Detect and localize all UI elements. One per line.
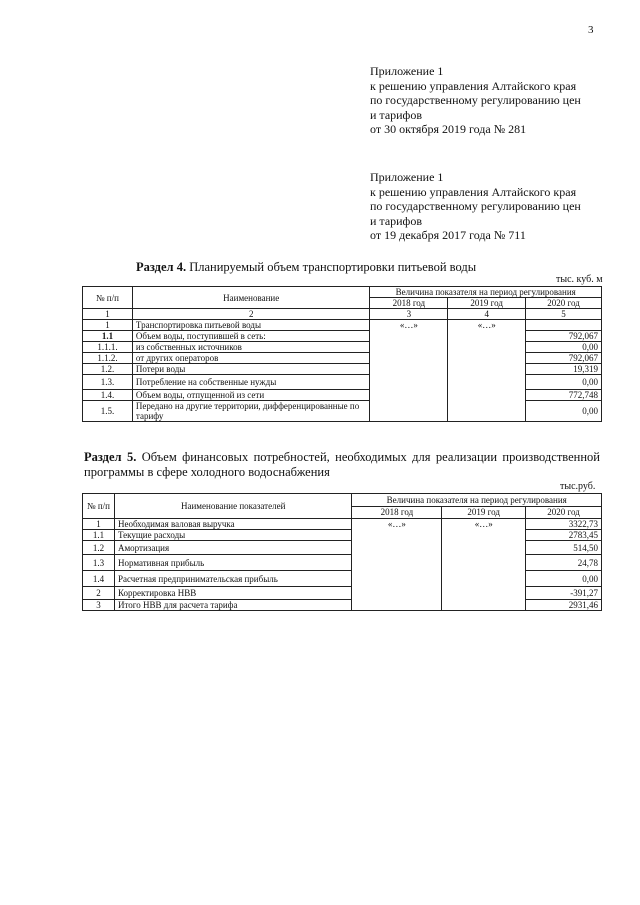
appendix-header-2017 [370,170,581,243]
row-value-2020: 514,50 [526,541,602,555]
section5-table [82,493,602,611]
appendix-line: и тарифов [370,213,423,228]
row-value-2020: 0,00 [526,401,602,422]
row-value-2020: 0,00 [526,375,602,390]
placeholder-2019: «…» [442,519,526,611]
row-value-2020: 0,00 [526,571,602,587]
column-number: 2 [132,309,370,320]
row-num: 1.2. [83,364,133,375]
row-value-2020: 0,00 [526,342,602,353]
appendix-line: к решению управления Алтайского края [370,184,577,199]
section5-label: Раздел 5. [84,450,137,464]
header-2020: 2020 год [526,298,602,309]
header-name: Наименование показателей [114,494,352,519]
row-num: 3 [83,600,115,611]
row-name: Необходимая валовая выручка [114,519,352,530]
row-value-2020: 792,067 [526,331,602,342]
header-2018: 2018 год [370,298,448,309]
appendix-line: по государственному регулированию цен [370,199,581,214]
row-name: Амортизация [114,541,352,555]
table-row [83,519,602,530]
section5-title [84,450,600,480]
section4-title [136,260,476,275]
row-value-2020: 3322,73 [526,519,602,530]
row-value-2020: 2931,46 [526,600,602,611]
row-num: 1.3 [83,555,115,571]
column-number: 5 [526,309,602,320]
placeholder-2018: «…» [352,519,442,611]
header-period: Величина показателя на период регулирования [352,494,602,507]
row-name: Объем воды, отпущенной из сети [132,390,370,401]
header-num: № п/п [83,494,115,519]
row-name: Транспортировка питьевой воды [132,320,370,331]
row-name: Итого НВВ для расчета тарифа [114,600,352,611]
row-num: 1 [83,320,133,331]
header-2019: 2019 год [448,298,526,309]
header-2020: 2020 год [526,506,602,519]
header-period: Величина показателя на период регулирования [370,287,602,298]
table-row [83,320,602,331]
appendix-line: Приложение 1 [370,64,444,78]
appendix-header-2019 [370,64,581,137]
row-num: 1 [83,519,115,530]
column-number: 1 [83,309,133,320]
row-name: от других операторов [132,353,370,364]
row-num: 1.2 [83,541,115,555]
row-value-2020 [526,320,602,331]
section4-label: Раздел 4. [136,260,187,274]
row-num: 1.4. [83,390,133,401]
row-num: 1.3. [83,375,133,390]
appendix-line: и тарифов [370,107,423,122]
row-value-2020: 19,319 [526,364,602,375]
section4-title-text: Планируемый объем транспортировки питьевой воды [186,260,477,274]
row-value-2020: 792,067 [526,353,602,364]
row-num: 1.5. [83,401,133,422]
row-name: Потери воды [132,364,370,375]
appendix-line: по государственному регулированию цен [370,93,581,108]
section5-unit: тыс.руб. [560,481,596,492]
appendix-line: к решению управления Алтайского края [370,78,577,93]
row-num: 1.1.1. [83,342,133,353]
row-num: 1.1 [83,331,133,342]
row-value-2020: 2783,45 [526,530,602,541]
row-num: 1.1.2. [83,353,133,364]
column-number: 3 [370,309,448,320]
row-name: Потребление на собственные нужды [132,375,370,390]
row-num: 1.1 [83,530,115,541]
header-name: Наименование [132,287,370,309]
header-num: № п/п [83,287,133,309]
appendix-line: Приложение 1 [370,170,444,184]
row-name: из собственных источников [132,342,370,353]
page-number: 3 [588,24,594,36]
section4-unit: тыс. куб. м [556,274,603,285]
row-name: Корректировка НВВ [114,587,352,600]
row-name: Текущие расходы [114,530,352,541]
row-name: Нормативная прибыль [114,555,352,571]
column-number: 4 [448,309,526,320]
row-value-2020: 772,748 [526,390,602,401]
header-2018: 2018 год [352,506,442,519]
section5-title-text: Объем финансовых потребностей, необходимых для реализации производственной программы в сфере холодного водоснабжения [84,450,600,479]
section4-table [82,286,602,422]
row-num: 2 [83,587,115,600]
row-value-2020: 24,78 [526,555,602,571]
header-2019: 2019 год [442,506,526,519]
placeholder-2019: «…» [448,320,526,422]
appendix-line: от 19 декабря 2017 года № 711 [370,228,526,243]
row-name: Расчетная предпринимательская прибыль [114,571,352,587]
appendix-line: от 30 октября 2019 года № 281 [370,122,527,137]
row-value-2020: -391,27 [526,587,602,600]
row-name: Передано на другие территории, дифференцированные по тарифу [132,401,370,422]
row-num: 1.4 [83,571,115,587]
placeholder-2018: «…» [370,320,448,422]
row-name: Объем воды, поступившей в сеть: [132,331,370,342]
